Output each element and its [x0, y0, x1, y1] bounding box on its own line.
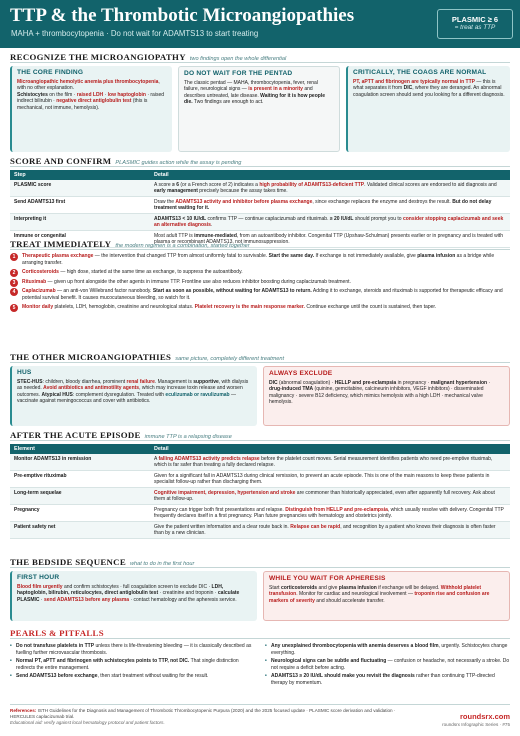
- badge-line-1: PLASMIC ≥ 6: [451, 15, 499, 24]
- section-heading: SCORE AND CONFIRM: [10, 156, 112, 166]
- disclaimer: Educational aid: verify against local hematology protocol and patient factors.: [10, 720, 165, 725]
- section-note: the modern regimen is a combination, started together: [115, 243, 250, 249]
- section-heading: TREAT IMMEDIATELY: [10, 239, 112, 249]
- card-body: DIC (abnormal coagulation) · HELLP and pre-eclampsia in pregnancy · malignant hypertension · drug-induced TMA (quinine, gemcitabine, calcineurin inhibitors, VEGF inhibitors) · disseminated malignancy · severe B12 deficiency, which mimics hemolysis with a high LDH · mechanical valve hemolysis.: [269, 379, 491, 405]
- table-header-row: [10, 444, 510, 454]
- card-body: The classic pentad — MAHA, thrombocytopenia, fever, renal failure, neurological signs — is present in a minority and describes untreated, late disease. Waiting for it is how people die. Two findings are enough to act.: [184, 79, 325, 105]
- section-treat: [10, 239, 510, 250]
- card-hus: [10, 366, 257, 426]
- col-header-detail: Detail: [150, 170, 510, 180]
- list-item: 5 Monitor daily platelets, LDH, hemoglobin, creatinine and neurological status. Platelet recovery is the main response marker. Continue exchange until the count is sustained, then taper.: [10, 304, 510, 311]
- list-item: 3 Rituximab — given up front alongside the other agents in immune TTP. Frontline use also reduces inhibitor boosting during caplacizumab treatment.: [10, 279, 510, 286]
- table-row: [10, 454, 510, 471]
- list-item: • Neurological signs can be subtle and fluctuating — confusion or headache, not necessarily a stroke. Do not require a deficit before acting.: [265, 658, 510, 671]
- series-label: roundsrx Infographic Series · #75: [442, 722, 510, 727]
- pearls-right-column: [265, 643, 510, 688]
- card-title: ALWAYS EXCLUDE: [269, 370, 333, 377]
- section-pearls: [10, 628, 510, 639]
- row-detail: ADAMTS13 < 10 IU/dL confirms TTP — continue caplacizumab and rituximab. ≥ 20 IU/dL should prompt you to consider stopping caplacizumab and seek an alternative diagnosis.: [150, 214, 510, 231]
- section-other: [10, 352, 510, 363]
- table-row: [10, 214, 510, 231]
- card-body: Blood film urgently and confirm schistocytes · full coagulation screen to exclude DIC · LDH, haptoglobin, bilirubin, reticulocytes, direct antiglobulin test · creatinine and troponin · calculate PLASMIC · send ADAMTS13 before any plasma · contact hematology and the apheresis service.: [17, 583, 240, 603]
- section-after: [10, 430, 510, 441]
- table-row: [10, 180, 510, 197]
- section-recognize: [10, 52, 510, 63]
- section-note: same picture, completely different treatment: [175, 356, 285, 362]
- row-detail: Cognitive impairment, depression, hypertension and stroke are commoner than historically appreciated, even after apparently full recovery. Ask about them at follow-up.: [150, 488, 510, 505]
- section-heading: AFTER THE ACUTE EPISODE: [10, 430, 141, 440]
- table-row: [10, 197, 510, 214]
- footer: [10, 704, 510, 726]
- badge-line-2: = treat as TTP: [454, 24, 496, 31]
- row-label: Immune or congenital: [10, 231, 150, 248]
- row-detail: Pregnancy can trigger both first presentations and relapse. Distinguish from HELLP and pre-eclampsia, which usually resolve with delivery. Congenital TTP frequently declares itself in a first pregnancy. Plan future pregnancies with hematology and obstetrics jointly.: [150, 505, 510, 522]
- row-detail: A score ≥ 6 (or a French score of 2) indicates a high probability of ADAMTS13-deficient TTP. Validated clinical scores are endorsed to aid diagnosis and early management precisely because the assay takes time.: [150, 180, 510, 197]
- card-title: WHILE YOU WAIT FOR APHERESIS: [269, 575, 386, 582]
- site-link[interactable]: roundsrx.com: [459, 712, 510, 721]
- table-row: [10, 488, 510, 505]
- card-title: DO NOT WAIT FOR THE PENTAD: [184, 70, 293, 77]
- table-row: [10, 471, 510, 488]
- row-detail: Draw the ADAMTS13 activity and inhibitor before plasma exchange, since exchange replaces the enzyme and destroys the result. But do not delay treatment waiting for it.: [150, 197, 510, 214]
- table-header-row: [10, 170, 510, 180]
- list-item: 1 Therapeutic plasma exchange — the intervention that changed TTP from almost uniformly fatal to survivable. Start the same day. If exchange is not immediately available, give plasma infusion as a bridge while arranging transfer.: [10, 253, 510, 266]
- row-label: Long-term sequelae: [10, 488, 150, 505]
- step-number: 4: [10, 288, 18, 296]
- row-label: PLASMIC score: [10, 180, 150, 197]
- card-body: STEC-HUS: children, bloody diarrhea, prominent renal failure. Management is supportive, with dialysis as needed. Avoid antibiotics and antimotility agents, which may increase toxin release and worsen outcomes. Atypical HUS: complement dysregulation. Treated with eculizumab or ravulizumab — vaccinate against meningococcus and cover with antibiotics.: [17, 378, 249, 404]
- col-header-step: Step: [10, 170, 150, 180]
- card-first-hour: [10, 571, 257, 621]
- list-item: • Normal PT, aPTT and fibrinogen with schistocytes points to TTP, not DIC. That single distinction redirects the entire management.: [10, 658, 255, 671]
- card-title: THE CORE FINDING: [17, 69, 84, 76]
- list-item: • Do not transfuse platelets in TTP unless there is life-threatening bleeding — it is classically described as fuelling further microvascular thrombosis.: [10, 643, 255, 656]
- section-note: immune TTP is a relapsing disease: [144, 434, 232, 440]
- section-note: what to do in the first hour: [130, 561, 195, 567]
- section-score: [10, 156, 510, 167]
- row-detail: Most adult TTP is immune-mediated, from an autoantibody inhibitor. Congenital TTP (Upshaw-Schulman) presents earlier or in pregnancy and is treated with plasma or recombinant ADAMTS13, not immunosuppression.: [150, 231, 510, 248]
- step-number: 5: [10, 304, 18, 312]
- list-item: • ADAMTS13 ≥ 20 IU/dL should make you revisit the diagnosis rather than continuing TTP-directed therapy by momentum.: [265, 673, 510, 686]
- card-while-waiting: [263, 571, 510, 621]
- step-number: 2: [10, 269, 18, 277]
- row-detail: A falling ADAMTS13 activity predicts relapse before the platelet count moves. Serial measurement identifies patients who need pre-emptive rituximab, which is far safer than treating a fully declared relapse.: [150, 454, 510, 471]
- row-detail: Given for a significant fall in ADAMTS13 during clinical remission, to prevent an acute episode. This is one of the main reasons to keep these patients in specialist follow-up rather than discharging them.: [150, 471, 510, 488]
- plasmic-badge: [437, 9, 513, 39]
- section-heading: PEARLS & PITFALLS: [10, 628, 104, 638]
- section-heading: THE OTHER MICROANGIOPATHIES: [10, 352, 172, 362]
- card-body: PT, aPTT and fibrinogen are typically normal in TTP — this is what separates it from DIC, where they are deranged. An abnormal coagulation screen should send you looking for a different diagnosis.: [353, 78, 505, 98]
- card-always-exclude: [263, 366, 510, 426]
- row-label: Interpreting it: [10, 214, 150, 231]
- row-detail: Give the patient written information and a clear route back in. Relapse can be rapid, and recognition by a patient who knows their diagnosis is often faster than by a new clinician.: [150, 522, 510, 539]
- row-label: Pregnancy: [10, 505, 150, 522]
- card-title: HUS: [17, 369, 32, 376]
- step-number: 1: [10, 253, 18, 261]
- after-table: [10, 444, 510, 539]
- treatment-steps: [10, 253, 510, 314]
- card-title: CRITICALLY, THE COAGS ARE NORMAL: [353, 69, 487, 76]
- section-bedside: [10, 557, 510, 568]
- references: References: ISTH Guidelines for the Diagnosis and Management of Thrombotic Thrombocytopenic Purpura (2020) and the 2025 focused update · PLASMIC score derivation and validation · HERCULES caplacizumab trial. Educational aid: verify against local hematology protocol and patient factors.: [10, 708, 396, 725]
- row-label: Send ADAMTS13 first: [10, 197, 150, 214]
- table-row: [10, 505, 510, 522]
- table-row: [10, 522, 510, 539]
- list-item: • Send ADAMTS13 before exchange, then start treatment without waiting for the result.: [10, 673, 255, 680]
- step-number: 3: [10, 279, 18, 287]
- pearls-left-column: [10, 643, 255, 682]
- card-title: FIRST HOUR: [17, 574, 60, 581]
- page-title: TTP & the Thrombotic Microangiopathies: [10, 5, 355, 26]
- page-subtitle: MAHA + thrombocytopenia · Do not wait for ADAMTS13 to start treating: [11, 29, 259, 38]
- section-heading: RECOGNIZE THE MICROANGIOPATHY: [10, 52, 186, 62]
- list-item: 4 Caplacizumab — an anti-von Willebrand factor nanobody. Start as soon as possible, without waiting for ADAMTS13 to return. Adding it to exchange, steroids and rituximab is supported for therapeutic efficacy and potential survival benefit. It causes mucocutaneous bleeding, so watch for it.: [10, 288, 510, 301]
- score-table: [10, 170, 510, 248]
- header-banner: [0, 0, 520, 48]
- list-item: • Any unexplained thrombocytopenia with anemia deserves a blood film, urgently. Schistocytes change everything.: [265, 643, 510, 656]
- card-body: Microangiopathic hemolytic anemia plus thrombocytopenia, with no other explanation. Schistocytes on the film · raised LDH · low haptoglobin · raised indirect bilirubin · negative direct antiglobulin test (this is mechanical, not immune, hemolysis).: [17, 78, 165, 111]
- section-note: PLASMIC guides action while the assay is pending: [115, 160, 242, 166]
- col-header-element: Element: [10, 444, 150, 454]
- row-label: Patient safety net: [10, 522, 150, 539]
- section-heading: THE BEDSIDE SEQUENCE: [10, 557, 126, 567]
- card-coags: [346, 66, 510, 152]
- card-core-finding: [10, 66, 172, 152]
- list-item: 2 Corticosteroids — high dose, started at the same time as exchange, to suppress the autoantibody.: [10, 269, 510, 276]
- card-body: Start corticosteroids and give plasma infusion if exchange will be delayed. Withhold platelet transfusion. Monitor for cardiac and neurological involvement — troponin rise and confusion are markers of severity and should accelerate transfer.: [269, 584, 490, 604]
- row-label: Pre-emptive rituximab: [10, 471, 150, 488]
- row-label: Monitor ADAMTS13 in remission: [10, 454, 150, 471]
- col-header-detail: Detail: [150, 444, 510, 454]
- card-pentad: [178, 66, 340, 152]
- section-note: two findings open the whole differential: [189, 56, 287, 62]
